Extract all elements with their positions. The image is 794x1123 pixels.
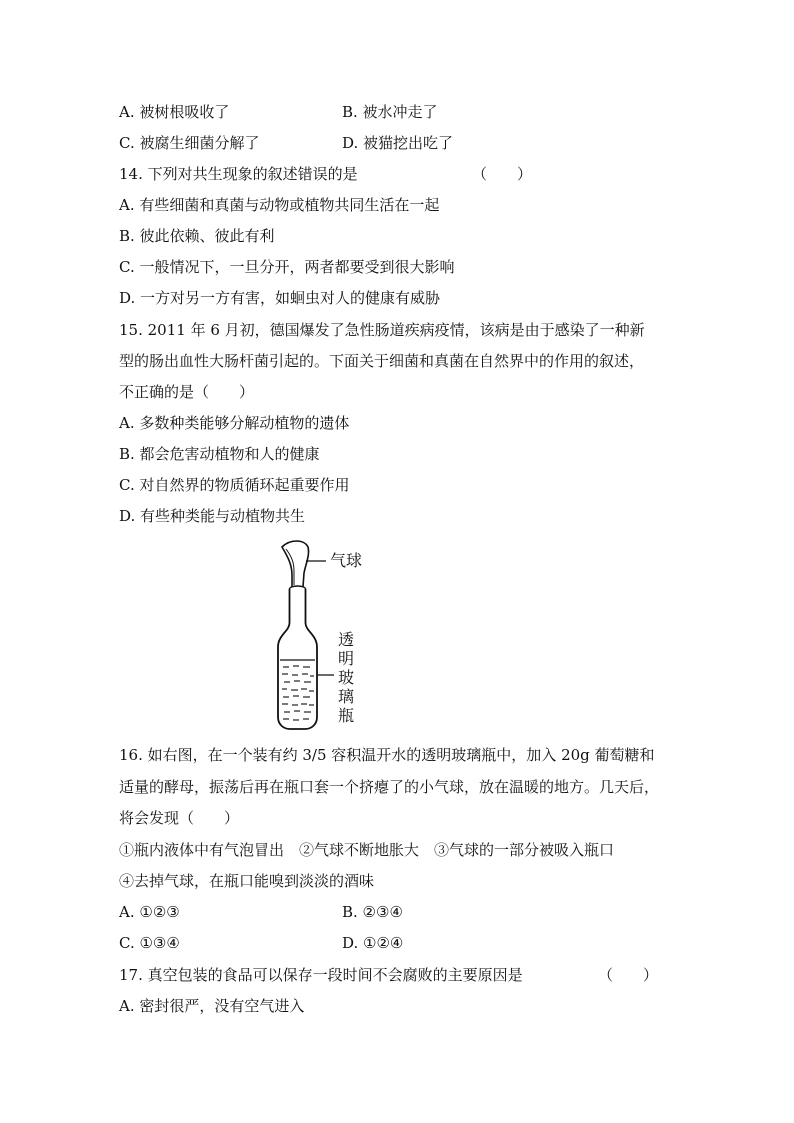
- q14-option-c: C. 一般情况下，一旦分开，两者都要受到很大影响: [119, 258, 455, 276]
- q16-statement-line-2: ④去掉气球，在瓶口能嗅到淡淡的酒味: [119, 872, 375, 890]
- q14-option-a: A. 有些细菌和真菌与动物或植物共同生活在一起: [119, 196, 440, 214]
- balloon-shape: [282, 541, 309, 587]
- q14-option-b: B. 彼此依赖、彼此有利: [119, 227, 275, 245]
- q16-option-d: D. ①②④: [342, 934, 404, 952]
- q13-option-d: D. 被猫挖出吃了: [342, 134, 454, 152]
- q16-stem-line-3: 将会发现（ ）: [119, 809, 240, 827]
- q15-option-b: B. 都会危害动植物和人的健康: [119, 445, 320, 463]
- q16-option-b: B. ②③④: [342, 903, 403, 921]
- bottle-balloon-figure: [270, 535, 380, 735]
- q14-answer-paren: （ ）: [472, 165, 533, 183]
- bottle-label-char-4: 璃: [338, 687, 355, 706]
- q15-stem-line-2: 型的肠出血性大肠杆菌引起的。下面关于细菌和真菌在自然界中的作用的叙述，: [119, 352, 645, 370]
- q17-option-a: A. 密封很严，没有空气进入: [119, 997, 305, 1015]
- q15-option-d: D. 有些种类能与动植物共生: [119, 507, 306, 525]
- q16-statement-line-1: ①瓶内液体中有气泡冒出 ②气球不断地胀大 ③气球的一部分被吸入瓶口: [119, 841, 615, 859]
- q15-stem-line-3: 不正确的是（ ）: [119, 383, 255, 401]
- bottle-label-char-2: 明: [338, 649, 355, 668]
- bottle-label-char-5: 瓶: [338, 706, 355, 725]
- q16-stem-line-1: 16. 如右图，在一个装有约 3/5 容积温开水的透明玻璃瓶中，加入 20g 葡萄糖和: [119, 746, 655, 764]
- q16-stem-line-2: 适量的酵母，振荡后再在瓶口套一个挤瘪了的小气球，放在温暖的地方。几天后，: [119, 778, 660, 796]
- q13-option-b: B. 被水冲走了: [342, 103, 438, 121]
- bottle-balloon-drawing: [270, 535, 380, 735]
- q16-option-a: A. ①②③: [119, 903, 180, 921]
- q14-stem: 14. 下列对共生现象的叙述错误的是: [119, 165, 358, 183]
- balloon-label: 气球: [330, 551, 363, 570]
- q14-option-d: D. 一方对另一方有害，如蛔虫对人的健康有威胁: [119, 289, 441, 307]
- q17-stem: 17. 真空包装的食品可以保存一段时间不会腐败的主要原因是: [119, 966, 523, 984]
- bottle-label-char-3: 玻: [338, 668, 355, 687]
- q15-stem-line-1: 15. 2011 年 6 月初，德国爆发了急性肠道疾病疫情，该病是由于感染了一种新: [119, 321, 645, 339]
- q13-option-c: C. 被腐生细菌分解了: [119, 134, 260, 152]
- q15-option-a: A. 多数种类能够分解动植物的遗体: [119, 414, 350, 432]
- bottle-label-char-1: 透: [338, 630, 355, 649]
- q16-option-c: C. ①③④: [119, 934, 180, 952]
- bottle-body: [278, 589, 317, 729]
- q17-answer-paren: （ ）: [598, 966, 659, 984]
- q15-option-c: C. 对自然界的物质循环起重要作用: [119, 476, 350, 494]
- q13-option-a: A. 被树根吸收了: [119, 103, 230, 121]
